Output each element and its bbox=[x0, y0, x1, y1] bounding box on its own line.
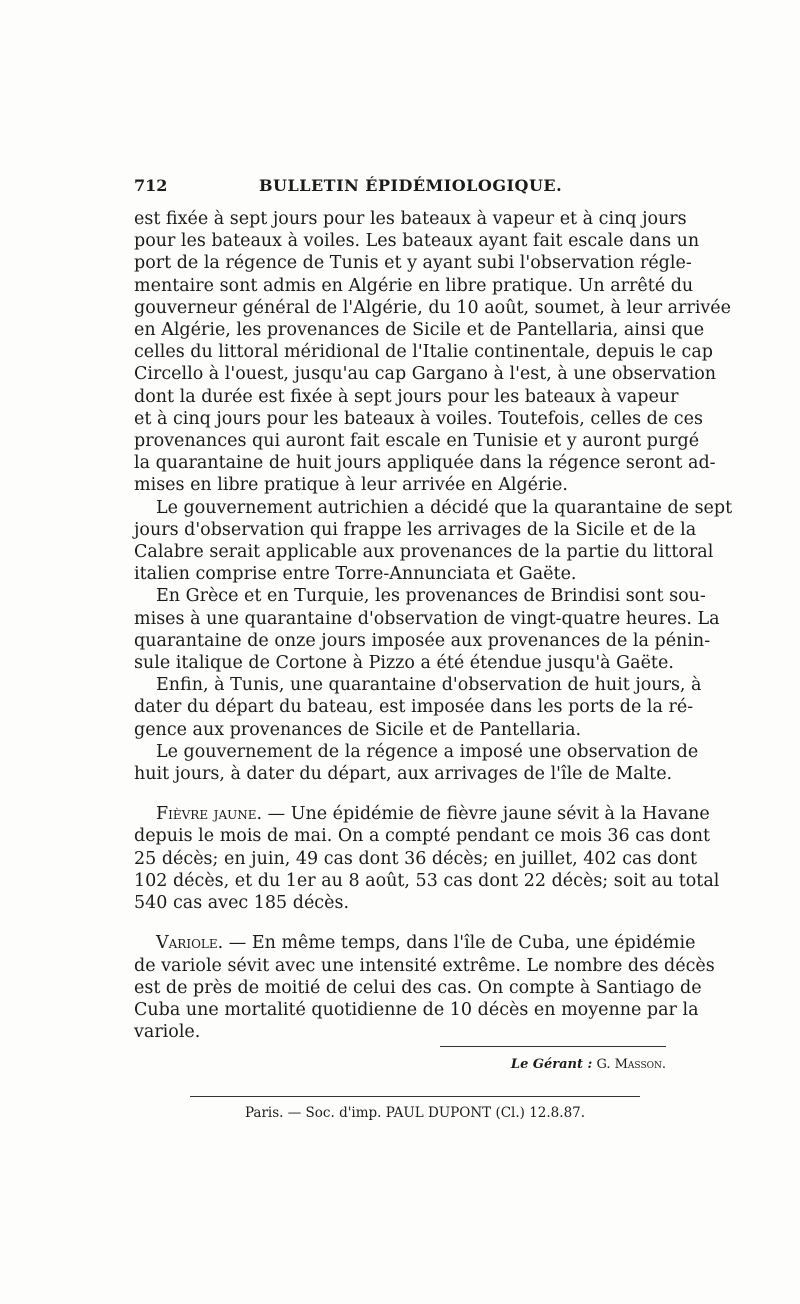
page-header bbox=[134, 176, 664, 196]
body-text bbox=[134, 208, 733, 1043]
text-line: la quarantaine de huit jours appliquée dans la régence seront ad- bbox=[134, 453, 716, 474]
text-line: quarantaine de onze jours imposée aux provenances de la pénin- bbox=[134, 630, 711, 651]
section-heading: Variole. bbox=[156, 933, 224, 954]
running-title: BULLETIN ÉPIDÉMIOLOGIQUE. bbox=[259, 176, 563, 195]
printer-imprint: Paris. — Soc. d'imp. PAUL DUPONT (Cl.) 12.8.87. bbox=[190, 1096, 640, 1121]
text-line: italien comprise entre Torre-Annunciata et Gaëte. bbox=[134, 564, 577, 585]
section-gap bbox=[134, 914, 666, 932]
text-line: et à cinq jours pour les bateaux à voiles. Toutefois, celles de ces bbox=[134, 408, 703, 429]
text-line bbox=[134, 932, 696, 954]
text-line: Circello à l'ouest, jusqu'au cap Gargano à l'est, à une observation bbox=[134, 364, 717, 385]
text-line: Enfin, à Tunis, une quarantaine d'observation de huit jours, à bbox=[156, 675, 702, 696]
text-line: mentaire sont admis en Algérie en libre pratique. Un arrêté du bbox=[134, 275, 694, 296]
text-line: celles du littoral méridional de l'Italie continentale, depuis le cap bbox=[134, 342, 713, 363]
text-line: port de la régence de Tunis et y ayant subi l'observation régle- bbox=[134, 253, 692, 274]
section-heading: Fièvre jaune. bbox=[156, 804, 263, 825]
text-line: en Algérie, les provenances de Sicile et de Pantellaria, ainsi que bbox=[134, 320, 705, 341]
paragraph-malte bbox=[134, 741, 699, 785]
section-gap bbox=[134, 785, 666, 803]
gerant-label: Le Gérant : bbox=[510, 1057, 593, 1072]
text-line: est fixée à sept jours pour les bateaux à vapeur et à cinq jours bbox=[134, 209, 687, 229]
text-line: variole. bbox=[134, 1022, 201, 1043]
page-number: 712 bbox=[134, 176, 168, 195]
text-line: Le gouvernement autrichien a décidé que la quarantaine de sept bbox=[156, 497, 733, 518]
text-line: de variole sévit avec une intensité extrême. Le nombre des décès bbox=[134, 955, 715, 976]
text-line: pour les bateaux à voiles. Les bateaux ayant fait escale dans un bbox=[134, 231, 700, 252]
paragraph-autriche bbox=[134, 497, 733, 586]
text-line: Le gouvernement de la régence a imposé une observation de bbox=[156, 741, 699, 762]
section-fievre-jaune bbox=[134, 803, 720, 914]
text-line: Cuba une mortalité quotidienne de 10 décès en moyenne par la bbox=[134, 999, 699, 1020]
paragraph-algerie bbox=[134, 208, 732, 497]
text-line: mises en libre pratique à leur arrivée en Algérie. bbox=[134, 475, 568, 496]
text-line: depuis le mois de mai. On a compté pendant ce mois 36 cas dont bbox=[134, 826, 711, 847]
text-line: gouverneur général de l'Algérie, du 10 août, soumet, à leur arrivée bbox=[134, 297, 732, 318]
paragraph-tunis bbox=[134, 674, 702, 741]
gerant-signature bbox=[440, 1046, 666, 1072]
text-line: dater du départ du bateau, est imposée dans les ports de la ré- bbox=[134, 697, 694, 718]
text-line: En Grèce et en Turquie, les provenances de Brindisi sont sou- bbox=[156, 586, 706, 607]
text-run: — En même temps, dans l'île de Cuba, une épidémie bbox=[223, 933, 696, 954]
paragraph-grece-turquie bbox=[134, 585, 720, 674]
section-variole bbox=[134, 932, 715, 1043]
text-line: huit jours, à dater du départ, aux arrivages de l'île de Malte. bbox=[134, 764, 673, 785]
text-line: 102 décès, et du 1er au 8 août, 53 cas dont 22 décès; soit au total bbox=[134, 870, 720, 891]
text-line: sule italique de Cortone à Pizzo a été étendue jusqu'à Gaëte. bbox=[134, 653, 674, 674]
text-line: dont la durée est fixée à sept jours pour les bateaux à vapeur bbox=[134, 386, 679, 407]
text-line: provenances qui auront fait escale en Tunisie et y auront purgé bbox=[134, 431, 700, 452]
text-line: jours d'observation qui frappe les arrivages de la Sicile et de la bbox=[134, 519, 697, 540]
gerant-name: G. Masson. bbox=[596, 1057, 666, 1072]
text-line: 25 décès; en juin, 49 cas dont 36 décès; en juillet, 402 cas dont bbox=[134, 848, 698, 869]
text-line: mises à une quarantaine d'observation de vingt-quatre heures. La bbox=[134, 608, 720, 629]
text-line: est de près de moitié de celui des cas. On compte à Santiago de bbox=[134, 977, 702, 998]
text-run: — Une épidémie de fièvre jaune sévit à la Havane bbox=[262, 804, 710, 825]
text-line: 540 cas avec 185 décès. bbox=[134, 893, 350, 914]
text-line: Calabre serait applicable aux provenances de la partie du littoral bbox=[134, 542, 714, 563]
text-line bbox=[134, 803, 710, 825]
text-line: gence aux provenances de Sicile et de Pantellaria. bbox=[134, 719, 582, 740]
